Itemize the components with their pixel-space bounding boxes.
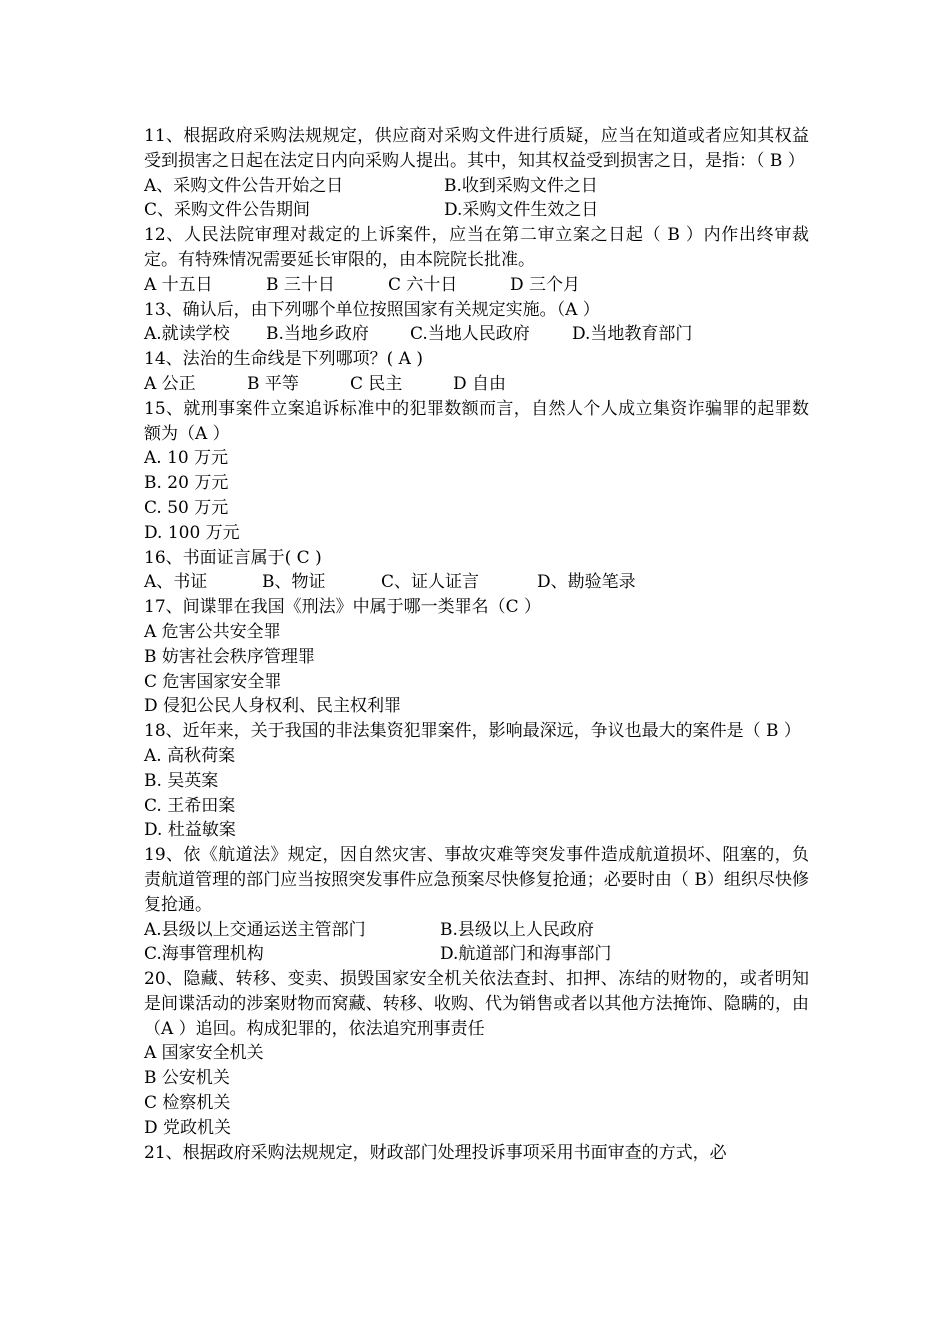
option-a: A 危害公共安全罪 (144, 621, 281, 642)
question-13 (144, 298, 809, 348)
option-b: B、物证 (262, 572, 326, 593)
option-c: C、证人证言 (381, 572, 480, 593)
option-b: B. 吴英案 (144, 770, 219, 791)
option-d: D 党政机关 (144, 1117, 232, 1138)
question-21 (144, 1141, 809, 1166)
option-c: C 民主 (350, 373, 403, 394)
question-18 (144, 719, 809, 843)
option-b: B. 20 万元 (144, 473, 229, 494)
question-stem: 11、根据政府采购法规规定，供应商对采购文件进行质疑，应当在知道或者应知其权益受到损害之日起在法定日内向采购人提出。其中，知其权益受到损害之日，是指：（ B ） (144, 126, 809, 171)
question-stem: 15、就刑事案件立案追诉标准中的犯罪数额而言，自然人个人成立集资诈骗罪的起罪数额为（A ） (144, 398, 809, 444)
option-row (144, 942, 809, 967)
question-19 (144, 843, 809, 967)
option-row (144, 372, 809, 397)
question-stem: 13、确认后，由下列哪个单位按照国家有关规定实施。（A ） (144, 299, 600, 320)
option-b: B.收到采购文件之日 (444, 175, 598, 196)
option-d: D 自由 (453, 373, 507, 394)
option-row (144, 570, 809, 595)
option-b: B 公安机关 (144, 1068, 230, 1089)
question-stem: 12、人民法院审理对裁定的上诉案件，应当在第二审立案之日起（ B ）内作出终审裁定。有特殊情况需要延长审限的，由本院院长批准。 (144, 225, 809, 270)
question-list (144, 124, 809, 1165)
option-a: A、书证 (144, 572, 208, 593)
question-16 (144, 546, 809, 596)
option-d: D.当地教育部门 (572, 324, 693, 345)
option-row (144, 918, 809, 943)
option-b: B.当地乡政府 (266, 324, 369, 345)
question-stem: 19、依《航道法》规定，因自然灾害、事故灾难等突发事件造成航道损坏、阻塞的，负责航道管理的部门应当按照突发事件应急预案尽快修复抢通；必要时由（ B）组织尽快修复抢通。 (144, 845, 809, 915)
option-d: D. 100 万元 (144, 522, 240, 543)
option-c: C.当地人民政府 (410, 324, 530, 345)
option-row (144, 198, 809, 223)
option-a: A. 10 万元 (144, 448, 229, 469)
option-a: A.就读学校 (144, 324, 230, 345)
option-c: C 危害国家安全罪 (144, 671, 282, 692)
option-a: A 十五日 (144, 274, 213, 295)
option-a: A 国家安全机关 (144, 1043, 264, 1064)
question-stem: 16、书面证言属于( C ) (144, 547, 322, 568)
question-11 (144, 124, 809, 223)
option-d: D.采购文件生效之日 (444, 200, 599, 221)
option-row (144, 273, 809, 298)
option-a: A 公正 (144, 373, 196, 394)
option-b: B.县级以上人民政府 (440, 919, 594, 940)
option-d: D. 杜益敏案 (144, 820, 236, 841)
option-c: C 检察机关 (144, 1093, 231, 1114)
option-b: B 平等 (247, 373, 299, 394)
question-stem: 21、根据政府采购法规规定，财政部门处理投诉事项采用书面审查的方式，必 (144, 1142, 727, 1163)
option-d: D.航道部门和海事部门 (440, 944, 612, 965)
option-row (144, 174, 809, 199)
question-stem: 18、近年来，关于我国的非法集资犯罪案件，影响最深远，争议也最大的案件是（ B ） (144, 721, 801, 742)
option-a: A、采购文件公告开始之日 (144, 175, 344, 196)
question-stem: 20、隐藏、转移、变卖、损毁国家安全机关依法查封、扣押、冻结的财物的，或者明知是间谍活动的涉案财物而窝藏、转移、收购、代为销售或者以其他方法掩饰、隐瞒的，由（A ）追回。构成犯罪的，依法追究刑事责任 (144, 969, 809, 1039)
question-stem: 17、间谍罪在我国《刑法》中属于哪一类罪名（C ） (144, 597, 542, 618)
question-15 (144, 397, 809, 546)
question-stem: 14、法治的生命线是下列哪项？( A ) (144, 349, 423, 370)
option-b: B 妨害社会秩序管理罪 (144, 646, 315, 667)
question-14 (144, 347, 809, 397)
option-d: D、勘验笔录 (537, 572, 636, 593)
option-d: D 侵犯公民人身权利、民主权利罪 (144, 696, 402, 717)
option-c: C、采购文件公告期间 (144, 200, 311, 221)
option-a: A.县级以上交通运送主管部门 (144, 919, 366, 940)
option-a: A. 高秋荷案 (144, 745, 236, 766)
option-c: C. 王希田案 (144, 795, 236, 816)
option-c: C 六十日 (388, 274, 458, 295)
option-row (144, 322, 809, 347)
question-12 (144, 223, 809, 297)
question-17 (144, 595, 809, 719)
option-c: C. 50 万元 (144, 497, 229, 518)
option-b: B 三十日 (266, 274, 335, 295)
option-d: D 三个月 (510, 274, 581, 295)
option-c: C.海事管理机构 (144, 944, 264, 965)
question-20 (144, 967, 809, 1141)
